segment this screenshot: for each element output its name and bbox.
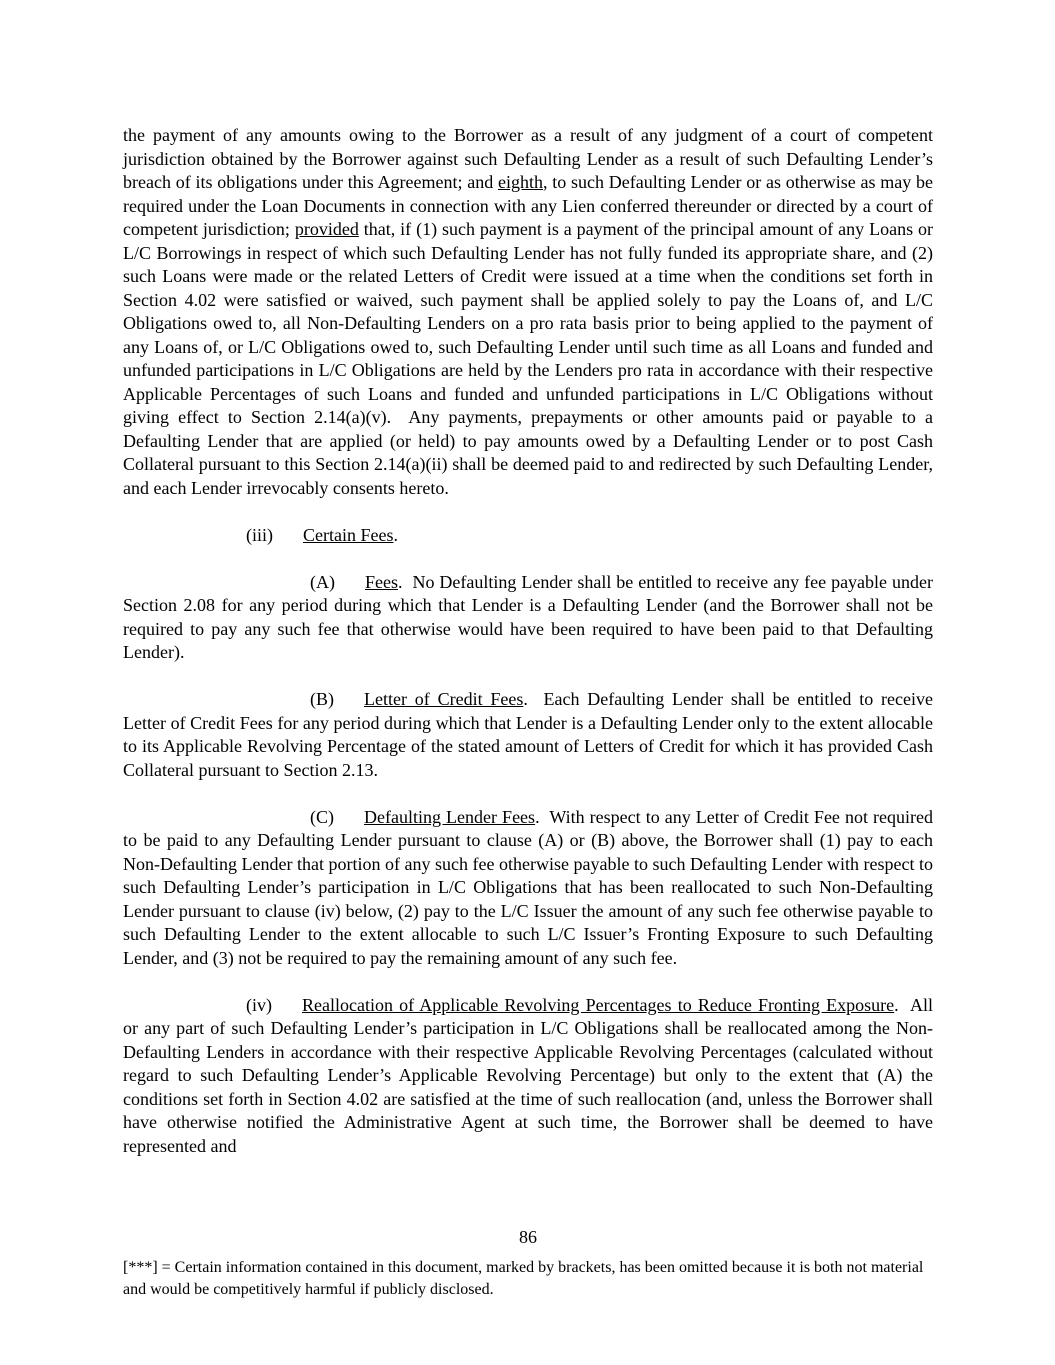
- text-run: (B): [310, 689, 334, 709]
- paragraph-reallocation-fronting-exposure: [123, 994, 933, 1159]
- underlined-text: Defaulting Lender Fees: [364, 806, 536, 827]
- paragraph-payment-waterfall: [123, 124, 933, 500]
- underlined-text: provided: [294, 219, 359, 239]
- underlined-text: eighth: [498, 172, 543, 192]
- page-number: 86: [519, 1227, 537, 1247]
- text-run: that, if (1) such payment is a payment of the principal amount of any Loans or L/C Borrowings in respect of which such Defaulting Lender has not fully funded its appropriate share, and (2) such Loans were made or the related Letters of Credit were issued at a time when the conditions set forth in Section 4.02 were satisfied or waived, such payment shall be applied solely to pay the Loans of, and L/C Obligations owed to, all Non-Defaulting Lenders on a pro rata basis prior to being applied to the payment of any Loans of, or L/C Obligations owed to, such Defaulting Lender until such time as all Loans and funded and unfunded participations in L/C Obligations are held by the Lenders pro rata in accordance with their respective Applicable Percentages of such Loans and funded and unfunded participations in L/C Obligations without giving effect to Section 2.14(a)(v). Any payments, prepayments or other amounts paid or payable to a Defaulting Lender that are applied (or held) to pay amounts owed by a Defaulting Lender or to post Cash Collateral pursuant to this Section 2.14(a)(ii) shall be deemed paid to and redirected by such Defaulting Lender, and each Lender irrevocably consents hereto.: [123, 219, 934, 498]
- text-run: (iii): [246, 524, 273, 545]
- document-body: [123, 124, 933, 1158]
- text-run: . With respect to any Letter of Credit Fee not required to be paid to any Defaulting Lender pursuant to clause (A) or (B) above, the Borrower shall (1) pay to each Non-Defaulting Lender that portion of any such fee otherwise payable to such Defaulting Lender with respect to such Defaulting Lender’s participation in L/C Obligations that has been reallocated to such Non-Defaulting Lender pursuant to clause (iv) below, (2) pay to the L/C Issuer the amount of any such fee otherwise payable to such Defaulting Lender to the extent allocable to such L/C Issuer’s Fronting Exposure to such Defaulting Lender, and (3) not be required to pay the remaining amount of any such fee.: [123, 806, 934, 968]
- page-footer: [123, 1226, 933, 1301]
- text-run: . Each Defaulting Lender shall be entitled to receive Letter of Credit Fees for any period during which that Lender is a Defaulting Lender only to the extent allocable to its Applicable Revolving Percentage of the stated amount of Letters of Credit for which it has provided Cash Collateral pursuant to Section 2.13.: [123, 689, 933, 780]
- text-run: (C): [310, 806, 334, 827]
- text-run: . No Defaulting Lender shall be entitled to receive any fee payable under Section 2.08 for any period during which that Lender is a Defaulting Lender (and the Borrower shall not be required to pay any such fee that otherwise would have been required to have been paid to that Defaulting Lender).: [123, 571, 933, 662]
- underlined-text: Fees: [365, 571, 398, 592]
- text-run: .: [393, 524, 398, 545]
- text-run: (iv): [246, 994, 272, 1015]
- heading-certain-fees: [123, 524, 933, 548]
- text-run: , to such Defaulting Lender or as otherwise as may be required under the Loan Documents in connection with any Lien conferred thereunder or directed by a court of competent jurisdiction;: [123, 172, 933, 239]
- text-run: . All or any part of such Defaulting Lender’s participation in L/C Obligations shall be reallocated among the Non-Defaulting Lenders in accordance with their respective Applicable Revolving Percentages (calculated without regard to such Defaulting Lender’s Applicable Revolving Percentage) but only to the extent that (A) the conditions set forth in Section 4.02 are satisfied at the time of such reallocation (and, unless the Borrower shall have otherwise notified the Administrative Agent at such time, the Borrower shall be deemed to have represented and: [123, 994, 934, 1156]
- underlined-text: Certain Fees: [303, 524, 394, 545]
- underlined-text: Reallocation of Applicable Revolving Percentages to Reduce Fronting Exposure: [302, 994, 895, 1015]
- paragraph-letter-of-credit-fees: [123, 688, 933, 782]
- footnote: [***] = Certain information contained in this document, marked by brackets, has been omitted because it is both not material and would be competitively harmful if publicly disclosed.: [123, 1258, 924, 1298]
- underlined-text: Letter of Credit Fees: [364, 689, 524, 709]
- text-run: (A): [310, 571, 335, 592]
- text-run: the payment of any amounts owing to the Borrower as a result of any judgment of a court of competent jurisdiction obtained by the Borrower against such Defaulting Lender as a result of such Defaulting Lender’s breach of its obligations under this Agreement; and: [123, 125, 933, 192]
- paragraph-defaulting-lender-fees: [123, 806, 933, 971]
- paragraph-fees: [123, 571, 933, 665]
